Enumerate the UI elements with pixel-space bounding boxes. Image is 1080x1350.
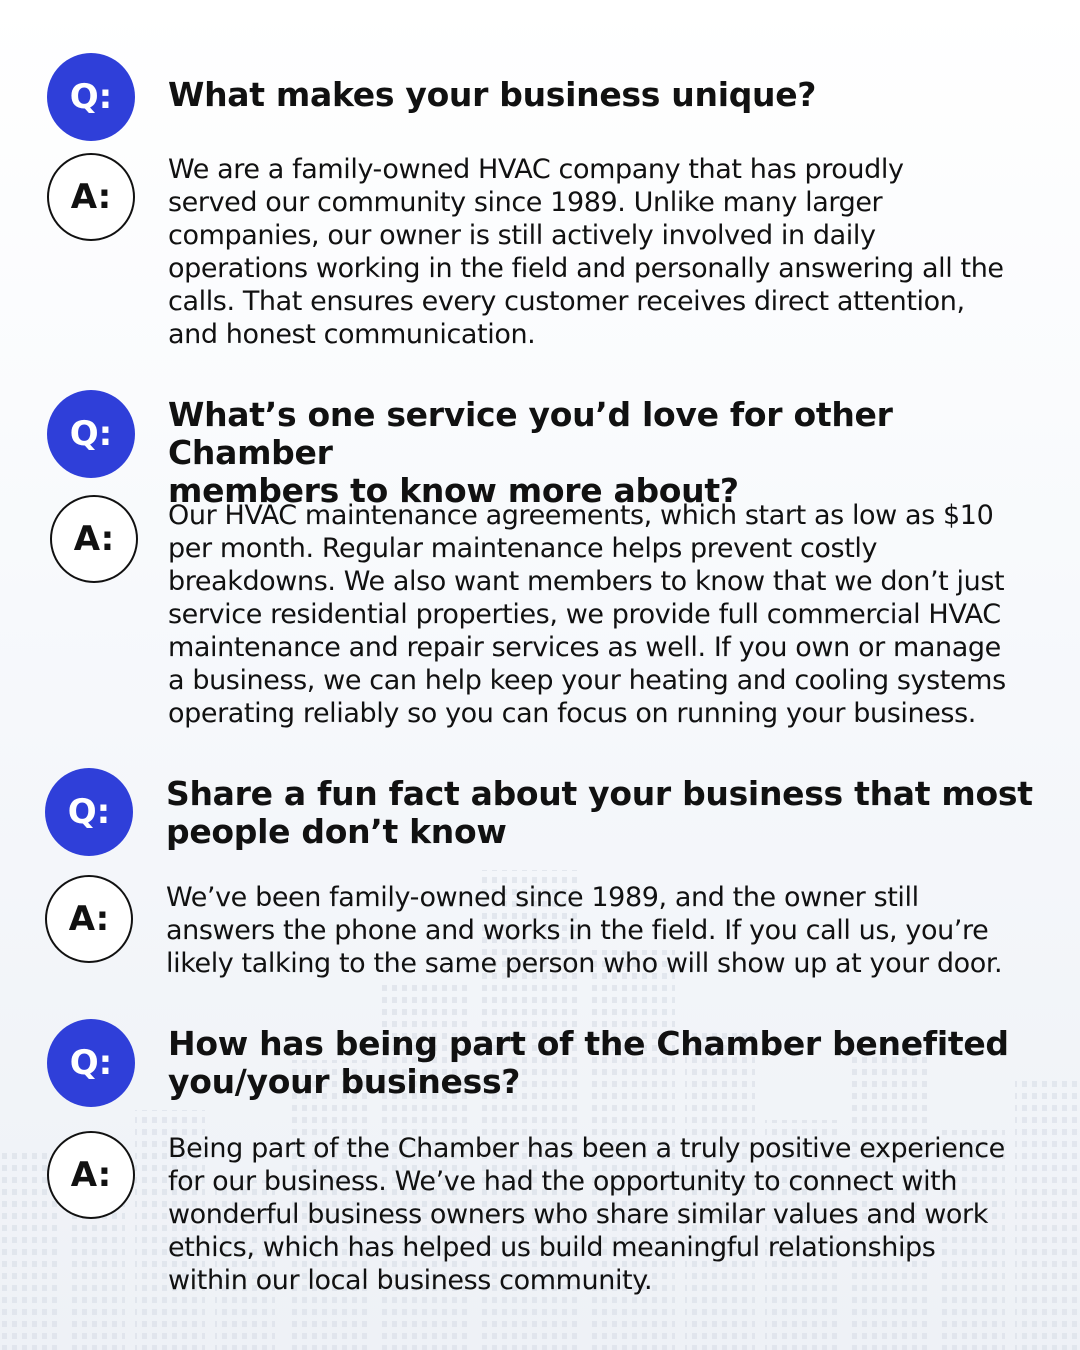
- question-heading: What makes your business unique?: [168, 75, 817, 114]
- answer-badge: A:: [47, 153, 135, 241]
- question-badge: Q:: [47, 53, 135, 141]
- answer-badge: A:: [47, 1131, 135, 1219]
- question-badge: Q:: [47, 390, 135, 478]
- answer-text: Our HVAC maintenance agreements, which start as low as $10 per month. Regular maintenance helps prevent costly breakdowns. We also want members to know that we don’t just service residential properties, we provide full commercial HVAC maintenance and repair services as well. If you own or manage a business, we can help keep your heating and cooling systems operating reliably so you can focus on running your business.: [168, 500, 1006, 729]
- question-heading: Share a fun fact about your business that most people don’t know: [166, 774, 1033, 851]
- answer-badge: A:: [50, 495, 138, 583]
- answer-badge: A:: [45, 875, 133, 963]
- question-heading: How has being part of the Chamber benefited you/your business?: [168, 1024, 1009, 1101]
- question-badge: Q:: [45, 768, 133, 856]
- question-badge: Q:: [47, 1019, 135, 1107]
- question-heading: What’s one service you’d love for other Chamber members to know more about?: [168, 395, 893, 510]
- answer-text: Being part of the Chamber has been a truly positive experience for our business. We’ve had the opportunity to connect with wonderful business owners who share similar values and work ethics, which has helped us build meaningful relationships within our local business community.: [168, 1133, 1005, 1296]
- answer-text: We’ve been family-owned since 1989, and the owner still answers the phone and works in the field. If you call us, you’re likely talking to the same person who will show up at your door.: [166, 882, 1003, 979]
- answer-text: We are a family-owned HVAC company that has proudly served our community since 1989. Unlike many larger companies, our owner is still actively involved in daily operations working in the field and personally answering all the calls. That ensures every customer receives direct attention, and honest communication.: [168, 154, 1004, 350]
